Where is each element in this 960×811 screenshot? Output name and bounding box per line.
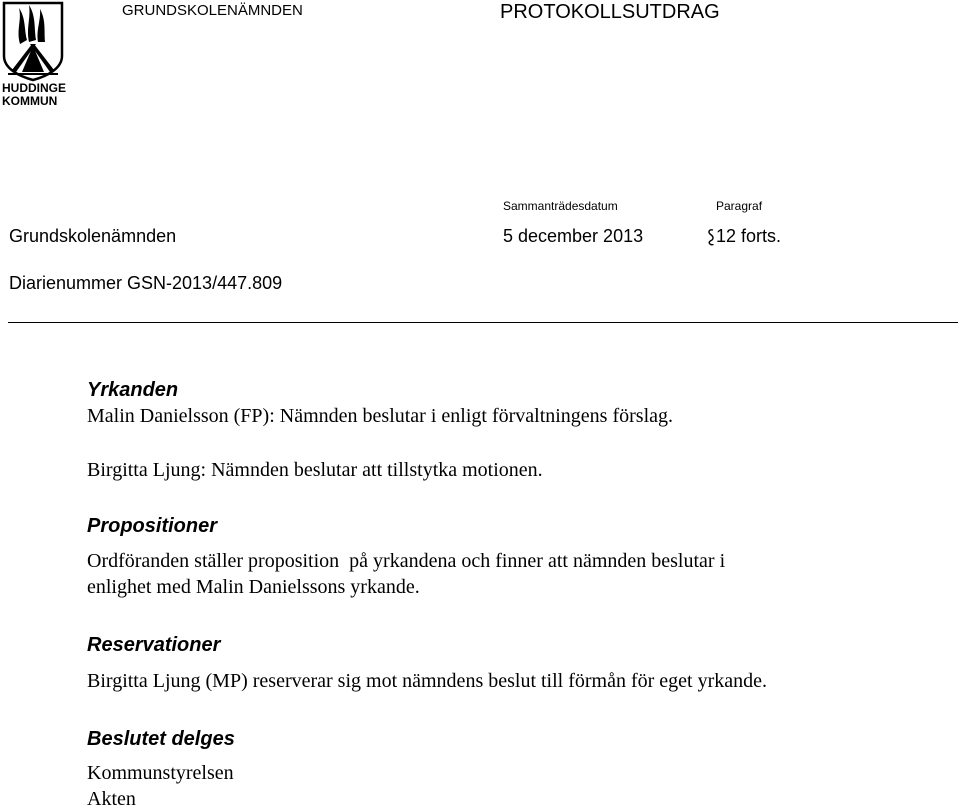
heading-beslutet-delges: Beslutet delges [87, 728, 235, 750]
committee-name: Grundskolenämnden [9, 226, 177, 246]
logo-text [2, 82, 66, 107]
logo-text-line2: KOMMUN [2, 93, 58, 108]
proposition-line-2: enlighet med Malin Danielssons yrkande. [87, 576, 420, 598]
recipient-item: Akten [87, 788, 136, 810]
heading-propositioner: Propositioner [87, 515, 218, 537]
yrkande-line-2: Birgitta Ljung: Nämnden beslutar att tillstytka motionen. [87, 459, 543, 481]
recipient-item: Kommunstyrelsen [87, 762, 234, 784]
heading-reservationer: Reservationer [87, 634, 221, 656]
paragraph-label: Paragraf [716, 199, 763, 213]
document-type: PROTOKOLLSUTDRAG [500, 1, 720, 23]
org-name: GRUNDSKOLENÄMNDEN [122, 2, 303, 19]
section-sign-icon [707, 228, 715, 248]
heading-yrkanden: Yrkanden [87, 379, 179, 401]
logo-text-line1: HUDDINGE [2, 81, 67, 95]
meeting-date: 5 december 2013 [503, 226, 644, 246]
yrkande-line-1: Malin Danielsson (FP): Nämnden beslutar i enligt förvaltningens förslag. [87, 405, 674, 427]
reservation-line-1: Birgitta Ljung (MP) reserverar sig mot nämndens beslut till förmån för eget yrkande. [87, 670, 768, 692]
registration-number: Diarienummer GSN-2013/447.809 [9, 273, 283, 293]
proposition-line-1: Ordföranden ställer proposition på yrkandena och finner att nämnden beslutar i [87, 550, 726, 572]
paragraph-number: 12 forts. [716, 226, 782, 246]
header-divider [8, 322, 958, 323]
meeting-date-label: Sammanträdesdatum [503, 199, 618, 213]
